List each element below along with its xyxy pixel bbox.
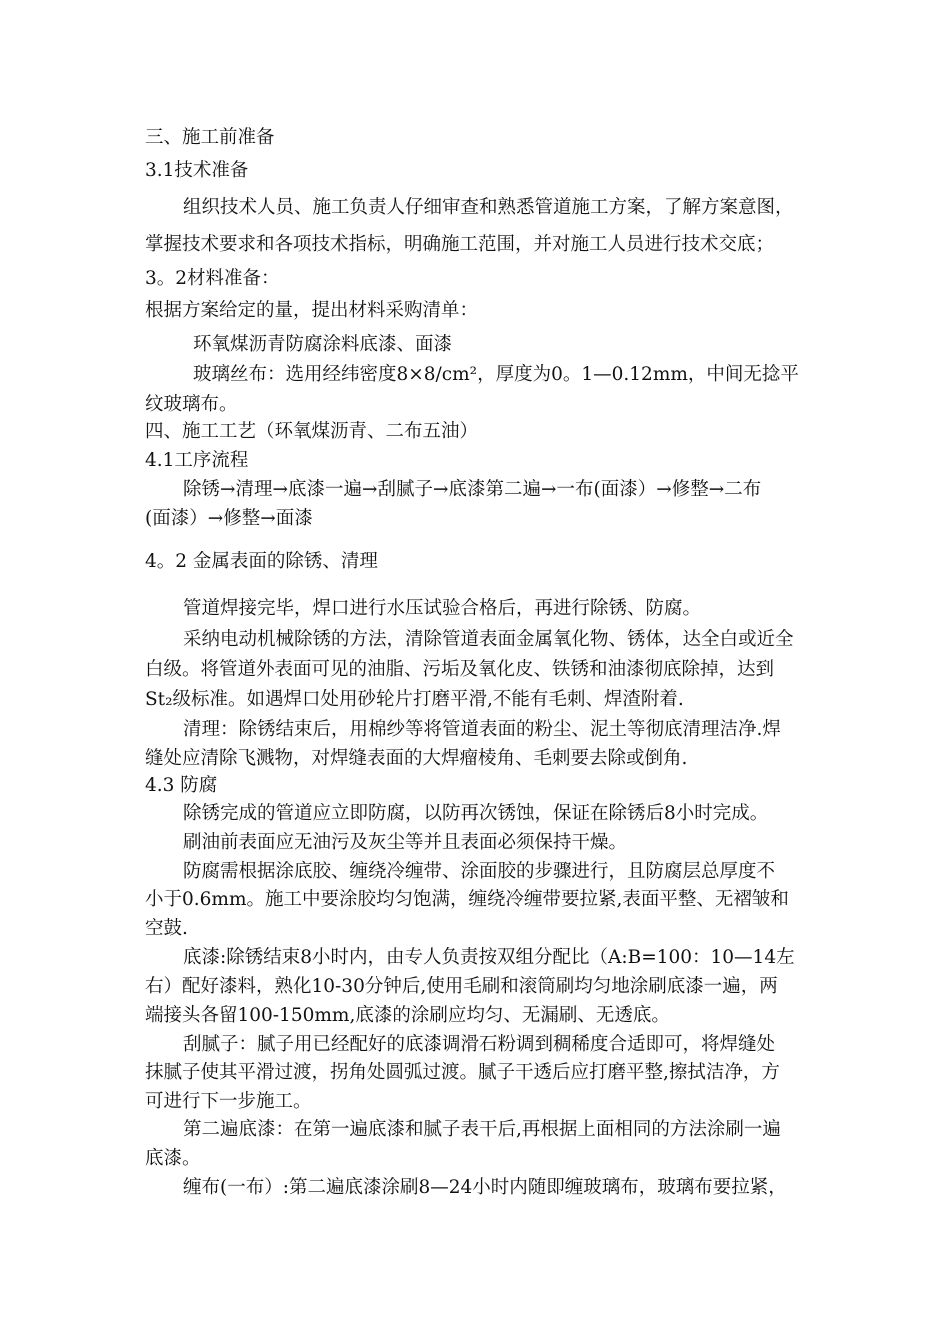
subsection-heading-4-2: 4。2 金属表面的除锈、清理 — [145, 551, 378, 572]
paragraph-line: 采纳电动机械除锈的方法，清除管道表面金属氧化物、锈体，达全白或近全 — [183, 629, 794, 650]
paragraph-line: 刷油前表面应无油污及灰尘等并且表面必须保持干燥。 — [183, 832, 628, 853]
paragraph-line: 空鼓. — [145, 918, 188, 939]
paragraph-line: 右）配好漆料，熟化10-30分钟后,使用毛刷和滚筒刷均匀地涂刷底漆一遍，两 — [145, 976, 778, 997]
subsection-heading-3-2: 3。2材料准备： — [145, 268, 280, 289]
section-heading-4: 四、施工工艺（环氧煤沥青、二布五油） — [145, 421, 479, 442]
paragraph-line: 底漆。 — [145, 1148, 201, 1169]
paragraph-line: 组织技术人员、施工负责人仔细审查和熟悉管道施工方案，了解方案意图， — [183, 197, 794, 218]
process-flow-line: 除锈→清理→底漆一遍→刮腻子→底漆第二遍→一布(面漆）→修整→二布 — [183, 479, 762, 500]
paragraph-line: 小于0.6mm。施工中要涂胶均匀饱满，缠绕冷缠带要拉紧,表面平整、无褶皱和 — [145, 889, 789, 910]
process-flow-line: (面漆）→修整→面漆 — [145, 508, 313, 529]
paragraph-line: 管道焊接完毕，焊口进行水压试验合格后，再进行除锈、防腐。 — [183, 598, 702, 619]
section-heading-3: 三、施工前准备 — [145, 127, 275, 148]
paragraph-line: 清理：除锈结束后，用棉纱等将管道表面的粉尘、泥土等彻底清理洁净.焊 — [183, 719, 781, 740]
paragraph-line: 第二遍底漆：在第一遍底漆和腻子表干后,再根据上面相同的方法涂刷一遍 — [183, 1119, 781, 1140]
paragraph-line: 抹腻子使其平滑过渡，拐角处圆弧过渡。腻子干透后应打磨平整,擦拭洁净，方 — [145, 1062, 780, 1083]
paragraph-line: 缠布(一布）:第二遍底漆涂刷8—24小时内随即缠玻璃布，玻璃布要拉紧， — [183, 1177, 787, 1198]
paragraph-line: 刮腻子：腻子用已经配好的底漆调滑石粉调到稠稀度合适即可，将焊缝处 — [183, 1034, 776, 1055]
subsection-heading-4-3: 4.3 防腐 — [145, 775, 218, 796]
paragraph-line: 缝处应清除飞溅物，对焊缝表面的大焊瘤棱角、毛刺要去除或倒角. — [145, 748, 688, 769]
paragraph-line: 白级。将管道外表面可见的油脂、污垢及氧化皮、铁锈和油漆彻底除掉，达到 — [145, 659, 775, 680]
paragraph-line: 根据方案给定的量，提出材料采购清单： — [145, 300, 479, 321]
paragraph-line: 防腐需根据涂底胶、缠绕冷缠带、涂面胶的步骤进行，且防腐层总厚度不 — [183, 861, 776, 882]
paragraph-line: 底漆:除锈结束8小时内，由专人负责按双组分配比（A:B=100：10—14左 — [183, 947, 795, 968]
subsection-heading-4-1: 4.1工序流程 — [145, 450, 249, 471]
material-item: 环氧煤沥青防腐涂料底漆、面漆 — [193, 334, 453, 355]
paragraph-line: 端接头各留100-150mm,底漆的涂刷应均匀、无漏刷、无透底。 — [145, 1005, 670, 1026]
paragraph-line: 掌握技术要求和各项技术指标，明确施工范围，并对施工人员进行技术交底； — [145, 234, 775, 255]
material-item: 玻璃丝布：选用经纬密度8×8/cm²，厚度为0。1—0.12mm，中间无捻平 — [193, 364, 799, 385]
paragraph-line: 纹玻璃布。 — [145, 394, 238, 415]
subsection-heading-3-1: 3.1技术准备 — [145, 160, 249, 181]
paragraph-line: 可进行下一步施工。 — [145, 1091, 312, 1112]
paragraph-line: 除锈完成的管道应立即防腐，以防再次锈蚀，保证在除锈后8小时完成。 — [183, 803, 769, 824]
paragraph-line: St₂级标准。如遇焊口处用砂轮片打磨平滑,不能有毛刺、焊渣附着. — [145, 689, 684, 710]
